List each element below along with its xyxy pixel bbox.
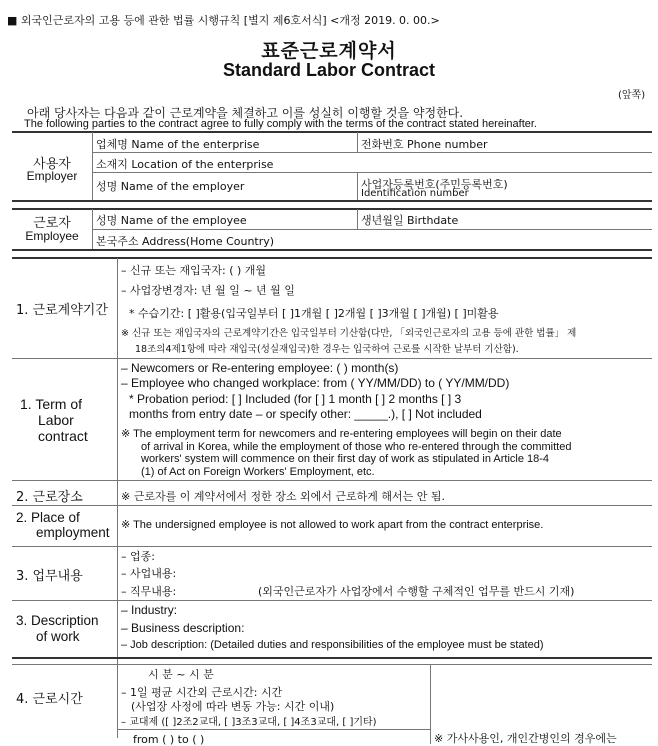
place-label-en-line: 2. Place of bbox=[16, 510, 80, 525]
divider bbox=[92, 152, 652, 153]
employee-label-ko: 근로자 bbox=[33, 216, 71, 231]
term-en-note bbox=[121, 428, 571, 478]
employer-company-field[interactable]: 업체명 Name of the enterprise bbox=[96, 138, 260, 151]
term-en-note-line: ※ The employment term for newcomers and re-entering employees will begin on their date bbox=[121, 428, 562, 440]
divider bbox=[12, 480, 652, 481]
divider bbox=[12, 657, 652, 659]
term-en-note-line: (1) of Act on Foreign Workers' Employment, etc. bbox=[141, 465, 375, 478]
employer-label-ko: 사용자 bbox=[33, 157, 71, 172]
term-ko-line: – 사업장변경자: 년 월 일 ~ 년 월 일 bbox=[121, 284, 295, 297]
title-english: Standard Labor Contract bbox=[222, 60, 436, 80]
hours-line: – 1일 평균 시간외 근로시간: 시간 bbox=[121, 686, 283, 699]
work-label-en bbox=[16, 613, 99, 645]
place-label-ko: 2. 근로장소 bbox=[16, 490, 83, 505]
divider bbox=[12, 505, 652, 506]
intro-korean: 아래 당사자는 다음과 같이 근로계약을 체결하고 이를 성실히 이행할 것을 약정한다. bbox=[27, 106, 464, 120]
form-reference-text: 외국인근로자의 고용 등에 관한 법률 시행규칙 [별지 제6호서식] <개정 2019. 0. 00.> bbox=[20, 14, 440, 27]
divider bbox=[92, 132, 93, 200]
employer-label-en: Employer bbox=[26, 169, 78, 183]
employer-name-field[interactable]: 성명 Name of the employer bbox=[96, 180, 245, 193]
hours-label-ko: 4. 근로시간 bbox=[16, 692, 83, 707]
work-ko-note: (외국인근로자가 사업장에서 수행할 구체적인 업무를 반드시 기재) bbox=[258, 585, 575, 598]
divider bbox=[12, 200, 652, 202]
table-top-border bbox=[12, 131, 652, 133]
divider bbox=[12, 257, 652, 259]
work-label-ko: 3. 업무내용 bbox=[16, 569, 83, 584]
employee-birth-field[interactable]: 생년월일 Birthdate bbox=[361, 214, 459, 227]
shift-line: – 교대제 ([ ]2조2교대, [ ]3조3교대, [ ]4조3교대, [ ]기타) bbox=[121, 717, 377, 728]
title-korean: 표준근로계약서 bbox=[261, 40, 397, 62]
work-ko-line: – 직무내용: bbox=[121, 585, 177, 598]
probation-ko-line: * 수습기간: [ ]활용(입국일부터 [ ]1개월 [ ]2개월 [ ]3개월 [ ]개월) [ ]미활용 bbox=[129, 307, 499, 320]
square-bullet: ■ bbox=[7, 14, 18, 27]
divider bbox=[92, 172, 652, 173]
work-ko-line: – 업종: bbox=[121, 550, 155, 563]
term-label-en-line: contract bbox=[38, 428, 88, 444]
hours-line: 시 분 ~ 시 분 bbox=[148, 668, 214, 681]
term-en-line: – Newcomers or Re-entering employee: ( ) month(s) bbox=[121, 361, 399, 375]
employee-name-field[interactable]: 성명 Name of the employee bbox=[96, 214, 247, 227]
divider bbox=[12, 249, 652, 251]
probation-en-line: * Probation period: [ ] Included (for [ ] 1 month [ ] 2 months [ ] 3 bbox=[129, 392, 462, 406]
place-en-text: ※ The undersigned employee is not allowed to work apart from the contract enterprise. bbox=[121, 519, 544, 531]
place-label-en bbox=[16, 510, 110, 540]
divider bbox=[12, 664, 652, 665]
work-label-en-line: 3. Description bbox=[16, 613, 99, 628]
divider bbox=[357, 132, 358, 152]
term-en-note-line: of arrival in Korea, while the employment of those who re-entered through the committed bbox=[141, 440, 572, 453]
term-ko-note: 18조의4제1항에 따라 재입국(성실재입국)한 경우는 입국하여 근로를 시작한 날부터 기산함). bbox=[135, 344, 519, 355]
divider bbox=[117, 258, 118, 738]
employer-location-field[interactable]: 소재지 Location of the enterprise bbox=[96, 158, 274, 171]
term-en-note-line: workers' system will commence on their first day of work as stipulated in Article 18-4 bbox=[141, 453, 550, 465]
hours-right-note: ※ 가사사용인, 개인간병인의 경우에는 bbox=[434, 732, 617, 745]
page-side-label: (앞쪽) bbox=[618, 90, 646, 101]
term-en-line: – Employee who changed workplace: from ( YY/MM/DD) to ( YY/MM/DD) bbox=[121, 376, 510, 390]
term-ko-line: – 신규 또는 재입국자: ( ) 개월 bbox=[121, 264, 267, 277]
term-label-en-line: 1. Term of bbox=[20, 396, 82, 412]
term-label-ko: 1. 근로계약기간 bbox=[16, 303, 108, 318]
divider bbox=[12, 600, 652, 601]
work-en-line: – Job description: (Detailed duties and responsibilities of the employee must be stated) bbox=[121, 639, 544, 651]
work-en-line: – Industry: bbox=[121, 603, 178, 617]
divider bbox=[12, 208, 652, 210]
employer-phone-field[interactable]: 전화번호 Phone number bbox=[361, 138, 488, 151]
term-ko-note: ※ 신규 또는 재입국자의 근로계약기간은 입국일부터 기산함(다만, 「외국인근로자의 고용 등에 관한 법률」 제 bbox=[121, 328, 577, 339]
place-ko-text: ※ 근로자를 이 계약서에서 정한 장소 외에서 근로하게 해서는 안 됨. bbox=[121, 490, 445, 503]
work-en-line: – Business description: bbox=[121, 621, 245, 635]
hours-line: (사업장 사정에 따라 변동 가능: 시간 이내) bbox=[131, 700, 335, 713]
divider bbox=[117, 729, 430, 730]
divider bbox=[12, 358, 652, 359]
divider bbox=[430, 665, 431, 744]
employer-regno-en: Identification number bbox=[361, 188, 469, 199]
hours-partial-line: from ( ) to ( ) bbox=[133, 733, 205, 746]
form-reference bbox=[7, 12, 440, 28]
employer-regno-field[interactable]: 사업자등록번호(주민등록번호) bbox=[361, 178, 508, 191]
intro-english: The following parties to the contract agree to fully comply with the terms of the contract stated hereinafter. bbox=[24, 118, 537, 130]
term-label-en bbox=[20, 396, 88, 444]
term-label-en-line: Labor bbox=[38, 412, 74, 428]
employee-address-field[interactable]: 본국주소 Address(Home Country) bbox=[96, 235, 275, 248]
divider bbox=[92, 229, 652, 230]
work-label-en-line: of work bbox=[36, 629, 80, 644]
work-ko-line: – 사업내용: bbox=[121, 567, 177, 580]
divider bbox=[12, 546, 652, 547]
place-label-en-line: employment bbox=[36, 525, 110, 540]
divider bbox=[357, 172, 358, 200]
divider bbox=[357, 209, 358, 229]
probation-en-line: months from entry date – or specify other: _____.), [ ] Not included bbox=[129, 407, 482, 421]
employee-label-en: Employee bbox=[25, 229, 79, 243]
